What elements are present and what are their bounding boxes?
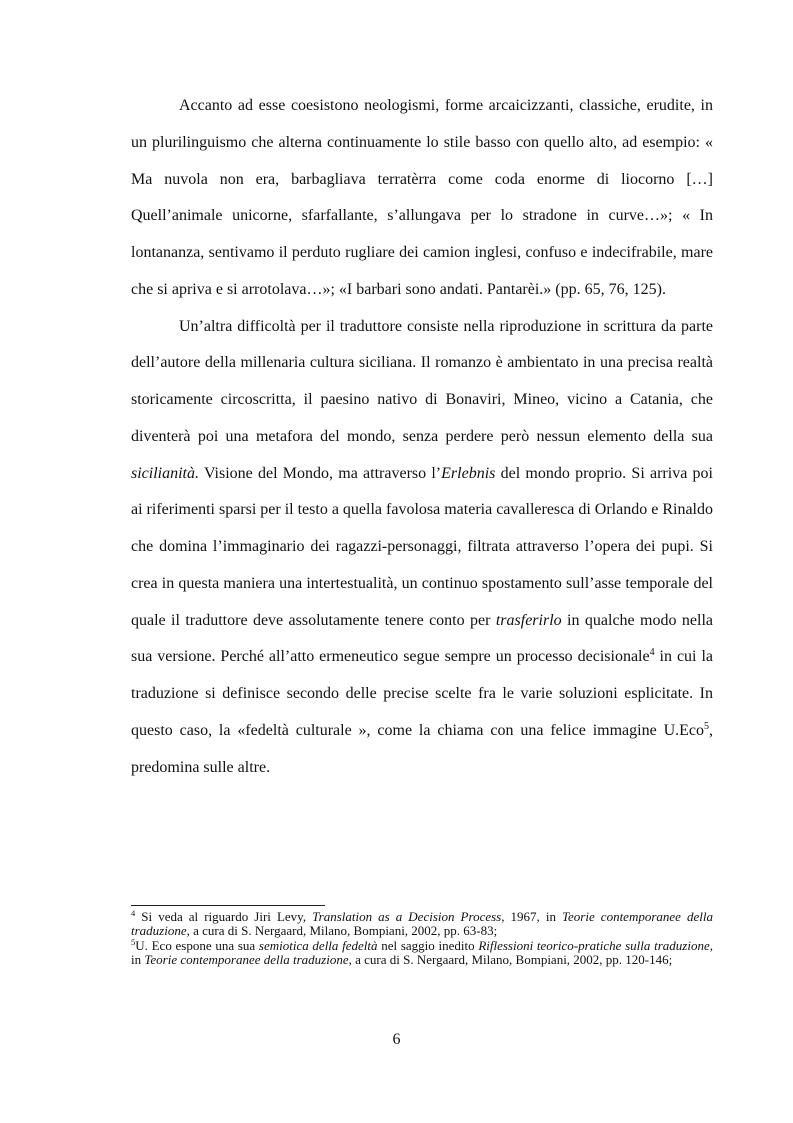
paragraph [131,88,713,309]
text-run: , 1967, in [501,909,562,924]
italic-text: semiotica della fedeltà [258,937,378,953]
text-run: , in [131,937,713,968]
text-run: Un’altra difficoltà per il traduttore consiste nella riproduzione in scrittura da parte dell’autore della millenaria cultura siciliana. Il romanzo è ambientato in una precisa realtà storicamente circoscritta, il paesino nativo di Bonaviri, Mineo, vicino a Catania, che diventerà poi una metafora del mondo, senza perdere però nessun elemento della sua [131,317,713,445]
footnote [131,910,713,939]
italic-text: Teorie contemporanee della traduzione [131,909,713,939]
text-run: Si veda al riguardo Jiri Levy, [135,909,313,924]
text-run: Visione del Mondo, ma attraverso l’ [199,464,442,482]
text-run: , a cura di S. Nergaard, Milano, Bompiani, 2002, pp. 63-83; [186,923,498,939]
italic-text: trasferirlo [495,611,562,629]
footnote-ref: 4 [649,647,655,659]
footnotes [131,910,713,968]
footnote-ref: 4 [131,908,136,918]
page-number: 6 [392,1031,401,1048]
italic-text: Teorie contemporanee della traduzione [144,952,349,968]
footnote [131,936,713,968]
paragraph [131,309,713,787]
text-run: in cui la traduzione si definisce secondo delle precise scelte fra le varie soluzioni esplicitate. In questo caso, la «fedeltà culturale », come la chiama con una felice immagine U.Eco [131,648,714,739]
footnote-separator [131,905,325,906]
body-text [131,88,713,786]
text-run: nel saggio inedito [377,937,479,953]
italic-text: Riflessioni teorico-pratiche sulla traduzione [478,937,710,953]
text-run: , predomina sulle altre. [131,721,713,776]
text-run: U. Eco espone una sua [135,937,259,953]
footnote-ref: 5 [131,936,136,947]
text-run: Accanto ad esse coesistono neologismi, forme arcaicizzanti, classiche, erudite, in un plurilinguismo che alterna continuamente lo stile basso con quello alto, ad esempio: « Ma nuvola non era, barbagliava terratèrra come coda enorme di liocorno […] Quell’animale unicorne, sfarfallante, s’allungava per lo stradone in curve…»; « In lontananza, sentivamo il perduto rugliare dei camion inglesi, confuso e indecifrabile, mare che si apriva e si arrotolava…»; «I barbari sono andati. Pantarèi.» (pp. 65, 76, 125). [131,97,713,298]
italic-text: Erlebnis [441,464,496,482]
italic-text: sicilianità. [131,464,199,482]
footnote-ref: 5 [704,720,709,732]
italic-text: Translation as a Decision Process [312,909,502,924]
text-run: del mondo proprio. Si arriva poi ai riferimenti sparsi per il testo a quella favolosa materia cavalleresca di Orlando e Rinaldo che domina l’immaginario dei ragazzi-personaggi, filtrata attraverso l’opera dei pupi. Si crea in questa maniera una intertestualità, un continuo spostamento sull’asse temporale del quale il traduttore deve assolutamente tenere conto per [131,464,713,629]
text-run: , a cura di S. Nergaard, Milano, Bompiani, 2002, pp. 120-146; [348,952,673,968]
text-run: in qualche modo nella sua versione. Perché all’atto ermeneutico segue sempre un processo decisionale [131,611,713,666]
